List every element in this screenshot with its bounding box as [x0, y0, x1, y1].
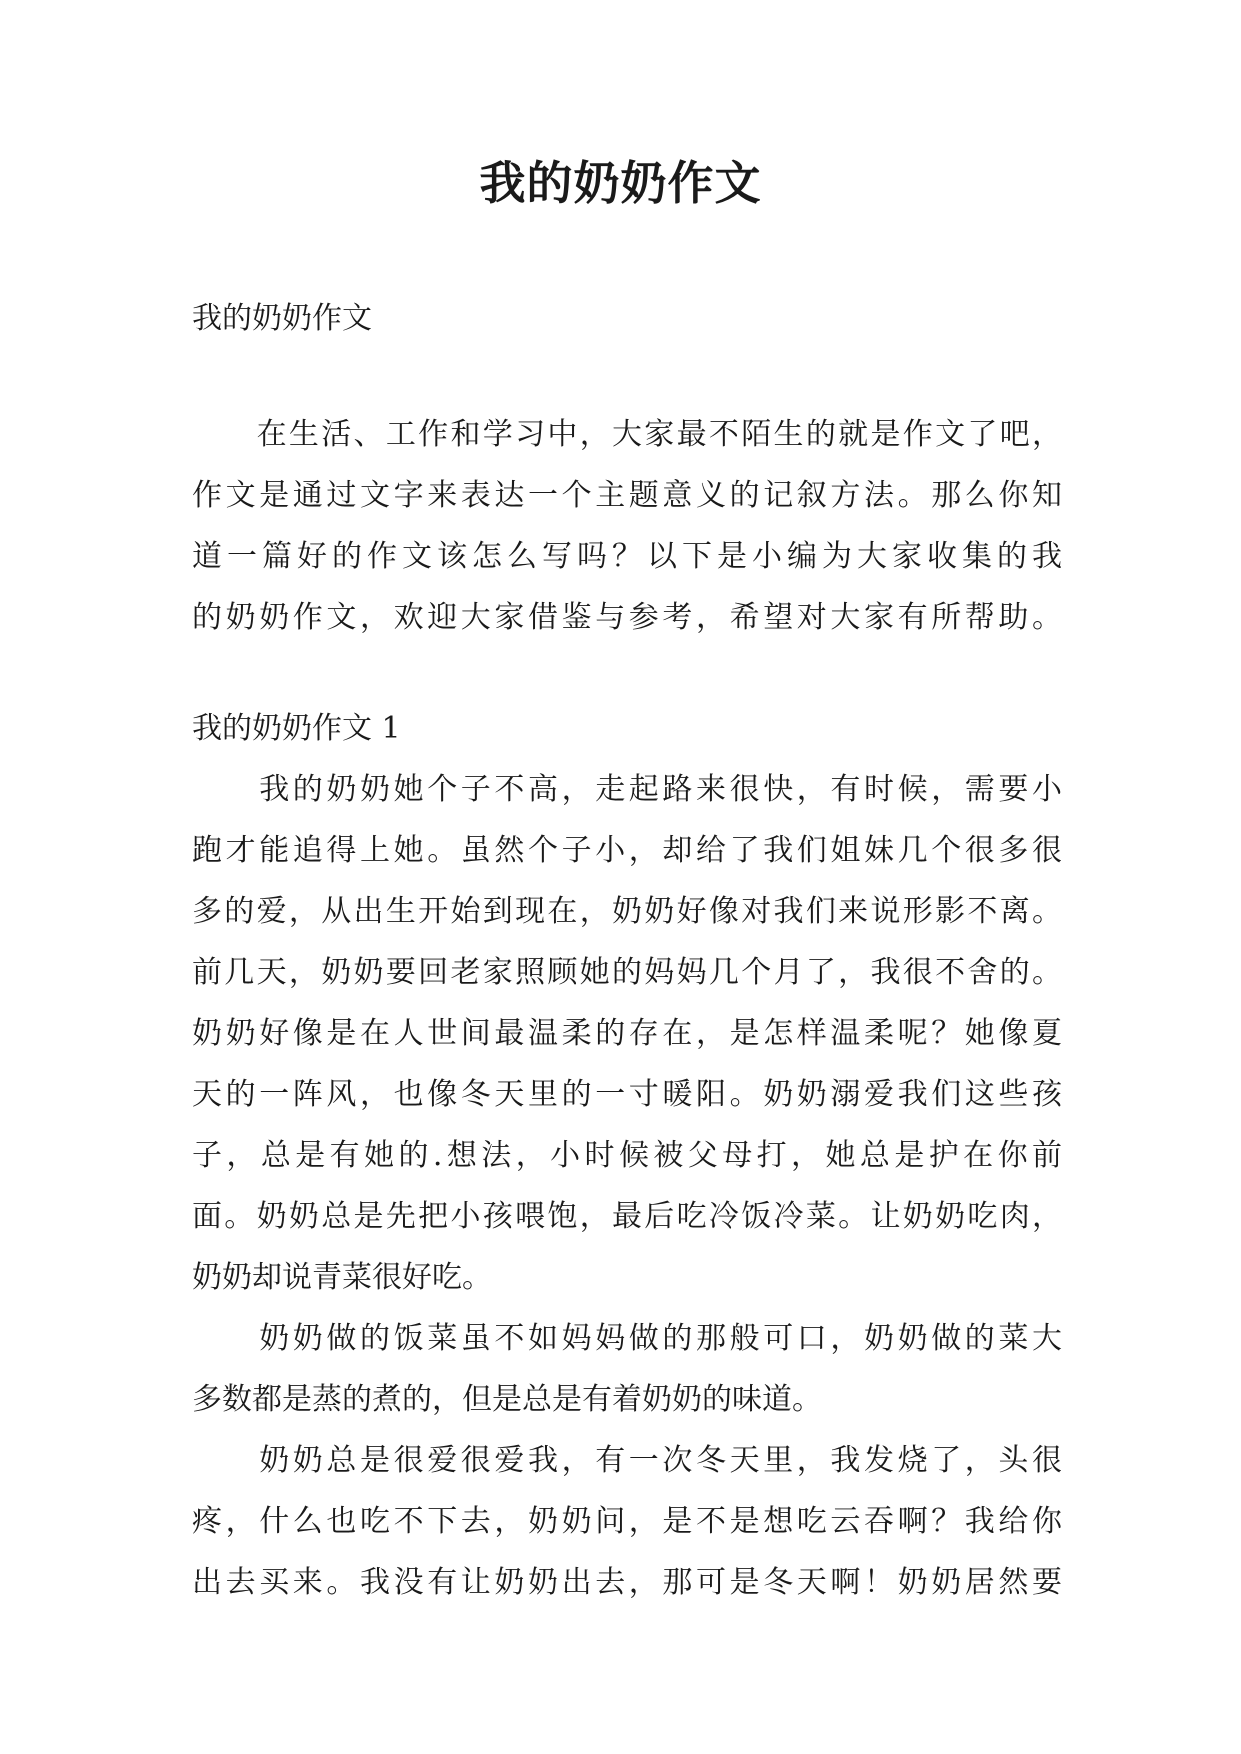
paragraph-3 [192, 1430, 1062, 1613]
paragraph-line: 在生活、工作和学习中，大家最不陌生的就是作文了吧， [192, 417, 1062, 452]
paragraph-1 [192, 759, 1062, 1308]
spacer [192, 349, 1062, 404]
paragraph-line: 面。奶奶总是先把小孩喂饱，最后吃冷饭冷菜。让奶奶吃肉， [192, 1199, 1062, 1234]
paragraph-line: 疼，什么也吃不下去，奶奶问，是不是想吃云吞啊？我给你 [192, 1504, 1062, 1539]
paragraph-line: 奶奶总是很爱很爱我，有一次冬天里，我发烧了，头很 [192, 1443, 1062, 1478]
paragraph-line: 奶奶却说青菜很好吃。 [192, 1260, 492, 1295]
paragraph-line: 多的爱，从出生开始到现在，奶奶好像对我们来说形影不离。 [192, 894, 1062, 929]
document-title: 我的奶奶作文 [479, 156, 762, 210]
paragraph-line: 奶奶做的饭菜虽不如妈妈做的那般可口，奶奶做的菜大 [192, 1321, 1062, 1356]
paragraph-line: 跑才能追得上她。虽然个子小，却给了我们姐妹几个很多很 [192, 833, 1062, 868]
section-heading: 我的奶奶作文 1 [192, 711, 401, 746]
paragraph-line: 作文是通过文字来表达一个主题意义的记叙方法。那么你知 [192, 478, 1062, 513]
paragraph-line: 我的奶奶她个子不高，走起路来很快，有时候，需要小 [192, 772, 1062, 807]
intro-paragraph [192, 404, 1062, 648]
paragraph-line: 子，总是有她的.想法，小时候被父母打，她总是护在你前 [192, 1138, 1062, 1173]
spacer [192, 648, 1062, 698]
paragraph-line: 出去买来。我没有让奶奶出去，那可是冬天啊！奶奶居然要 [192, 1565, 1062, 1600]
paragraph-line: 道一篇好的作文该怎么写吗？以下是小编为大家收集的我 [192, 539, 1062, 574]
document-subtitle: 我的奶奶作文 [192, 301, 372, 336]
document-body [192, 288, 1062, 1613]
paragraph-2 [192, 1308, 1062, 1430]
paragraph-line: 天的一阵风，也像冬天里的一寸暖阳。奶奶溺爱我们这些孩 [192, 1077, 1062, 1112]
paragraph-line: 的奶奶作文，欢迎大家借鉴与参考，希望对大家有所帮助。 [192, 600, 1062, 635]
paragraph-line: 前几天，奶奶要回老家照顾她的妈妈几个月了，我很不舍的。 [192, 955, 1062, 990]
paragraph-line: 奶奶好像是在人世间最温柔的存在，是怎样温柔呢？她像夏 [192, 1016, 1062, 1051]
paragraph-line: 多数都是蒸的煮的，但是总是有着奶奶的味道。 [192, 1382, 822, 1417]
